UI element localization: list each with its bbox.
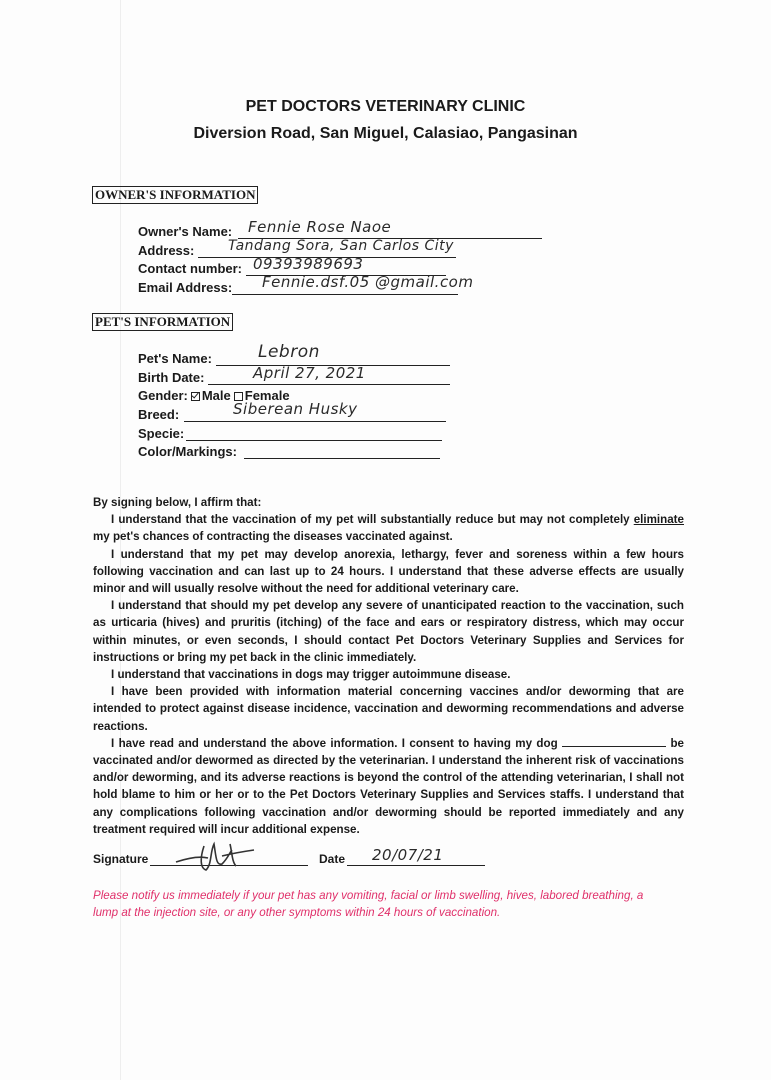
email-address-line bbox=[232, 293, 458, 295]
birth-date-label: Birth Date: bbox=[138, 370, 205, 385]
dog-name-blank[interactable] bbox=[562, 736, 666, 747]
consent-p6-end: be vaccinated and/or dewormed as directed by the veterinarian. I understand the inherent risk of vaccinations and/or deworming, and its adverse reactions is beyond the control of the attending veterinarian, I shall not hold blame to him or her or to the Pet Doctors Veterinary Supplies and Services staffs. I understand that any complications following vaccination and/or deworming should be reported immediately and any treatment required will incur additional expense. bbox=[93, 736, 684, 836]
male-option-label: Male bbox=[201, 388, 231, 403]
specie-label: Specie: bbox=[138, 426, 185, 441]
gender-label: Gender: bbox=[138, 388, 188, 403]
warning-note: Please notify us immediately if your pet has any vomiting, facial or limb swelling, hives, labored breathing, a lump at the injection site, or any other symptoms within 24 hours of vaccination. bbox=[93, 889, 644, 919]
clinic-name: PET DOCTORS VETERINARY CLINIC bbox=[245, 98, 526, 115]
breed-value[interactable]: Siberean Husky bbox=[233, 400, 358, 418]
color-markings-line bbox=[244, 457, 440, 459]
consent-paragraph-3: I understand that should my pet develop any severe of unanticipated reaction to the vaccination, such as urticaria (hives) and pruritis (itching) of the face and ears or respiratory distress, which may occur within minutes, or even seconds, I should contact Pet Doctors Veterinary Supplies and Services for instructions or bring my pet back in the clinic immediately. bbox=[93, 599, 684, 664]
owner-name-value[interactable]: Fennie Rose Naoe bbox=[248, 218, 392, 236]
email-address-value[interactable]: Fennie.dsf.05 @gmail.com bbox=[262, 273, 474, 291]
consent-paragraph-6 bbox=[93, 735, 684, 838]
consent-p6-start: I have read and understand the above information. I consent to having my dog bbox=[111, 736, 558, 750]
contact-number-value[interactable]: 09393989693 bbox=[253, 255, 364, 273]
contact-number-label: Contact number: bbox=[138, 261, 242, 276]
owner-name-label: Owner's Name: bbox=[138, 224, 233, 239]
pet-name-label: Pet's Name: bbox=[138, 351, 212, 366]
breed-line bbox=[184, 420, 446, 422]
owner-address-value[interactable]: Tandang Sora, San Carlos City bbox=[228, 238, 454, 254]
handwritten-signature[interactable] bbox=[170, 838, 260, 874]
consent-paragraph-5: I have been provided with information material concerning vaccines and/or deworming that are intended to protect against disease incidence, vaccination and deworming recommendations and adverse reactions. bbox=[93, 685, 684, 733]
specie-line bbox=[186, 439, 442, 441]
owner-section-title: OWNER'S INFORMATION bbox=[92, 186, 258, 204]
signature-label: Signature bbox=[93, 852, 149, 866]
email-address-label: Email Address: bbox=[138, 280, 233, 295]
breed-label: Breed: bbox=[138, 407, 180, 422]
pet-name-value[interactable]: Lebron bbox=[258, 342, 320, 362]
owner-address-label: Address: bbox=[138, 243, 195, 258]
consent-paragraph-2: I understand that my pet may develop anorexia, lethargy, fever and soreness within a few hours following vaccination and can last up to 24 hours. I understand that these adverse effects are usually minor and will usually resolve without the need for additional veterinary care. bbox=[93, 547, 684, 596]
consent-p1-start: I understand that the vaccination of my pet will substantially reduce but may not completely bbox=[111, 513, 630, 527]
consent-paragraph-4: I understand that vaccinations in dogs may trigger autoimmune disease. bbox=[111, 668, 511, 682]
pet-section-title: PET'S INFORMATION bbox=[92, 313, 233, 331]
consent-paragraph-1 bbox=[93, 511, 684, 545]
date-line bbox=[347, 864, 485, 866]
date-value[interactable]: 20/07/21 bbox=[372, 846, 444, 864]
consent-p1-underlined: eliminate bbox=[633, 513, 684, 527]
date-label: Date bbox=[319, 852, 346, 866]
birth-date-line bbox=[208, 383, 450, 385]
color-markings-label: Color/Markings: bbox=[138, 444, 237, 459]
consent-intro: By signing below, I affirm that: bbox=[93, 496, 262, 509]
male-checkbox[interactable] bbox=[191, 392, 200, 401]
clinic-address: Diversion Road, San Miguel, Calasiao, Pangasinan bbox=[193, 125, 578, 142]
consent-text bbox=[93, 494, 684, 838]
birth-date-value[interactable]: April 27, 2021 bbox=[253, 364, 366, 382]
consent-p1-end: my pet's chances of contracting the diseases vaccinated against. bbox=[93, 530, 453, 544]
female-option-label: Female bbox=[244, 388, 290, 403]
